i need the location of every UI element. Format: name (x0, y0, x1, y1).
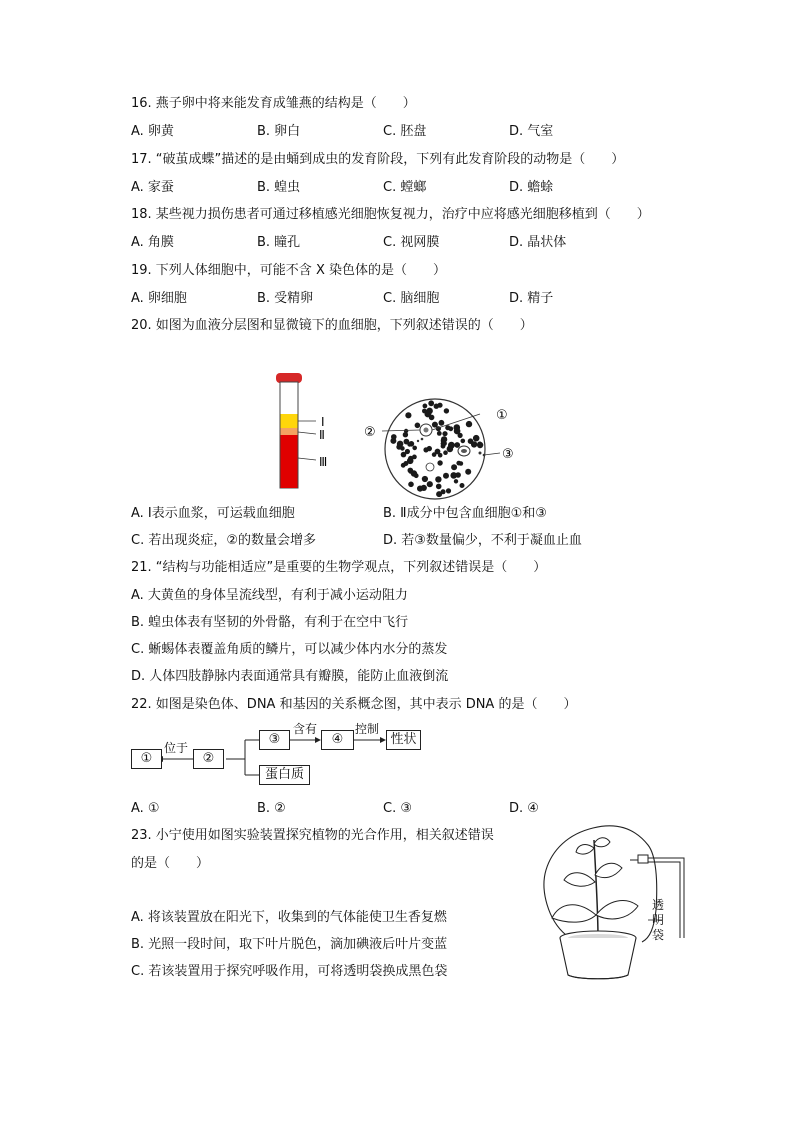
red-blood-cell (455, 472, 461, 478)
red-blood-cell (391, 434, 397, 440)
q20-option-b: B. Ⅱ成分中包含血细胞①和③ (383, 506, 547, 521)
arrow-label-located: 位于 (164, 741, 189, 755)
q19-option-a: A. 卵细胞 (131, 291, 187, 306)
q16-stem: 16. 燕子卵中将来能发育成雏燕的结构是（ ） (131, 96, 416, 111)
red-blood-cell (446, 488, 451, 493)
concept-box-1: ① (131, 749, 162, 769)
plasma-layer (281, 414, 298, 428)
red-blood-cell (436, 484, 442, 490)
red-blood-cell (456, 461, 461, 466)
blood-tube-figure (266, 370, 356, 495)
q23-stem-continued: 的是（ ） (131, 856, 210, 871)
red-blood-cell (443, 450, 448, 455)
q16-option-b: B. 卵白 (257, 124, 301, 139)
red-blood-cell (435, 476, 441, 482)
q18-stem: 18. 某些视力损伤患者可通过移植感光细胞恢复视力，治疗中应将感光细胞移植到（ ） (131, 207, 650, 222)
q22-option-c: C. ③ (383, 801, 412, 816)
red-blood-cell (423, 447, 428, 452)
red-blood-cell (451, 464, 457, 470)
red-blood-cell (465, 469, 471, 475)
red-blood-cell (454, 479, 458, 483)
red-cell-layer (281, 435, 298, 488)
red-blood-cell (454, 442, 460, 448)
q19-stem: 19. 下列人体细胞中，可能不含 X 染色体的是（ ） (131, 263, 446, 278)
red-blood-cell (407, 458, 414, 465)
q18-option-a: A. 角膜 (131, 235, 174, 250)
concept-box-2: ② (193, 749, 224, 769)
concept-box-4: ④ (321, 730, 354, 750)
q20-stem: 20. 如图为血液分层图和显微镜下的血细胞，下列叙述错误的（ ） (131, 318, 533, 333)
concept-box-protein: 蛋白质 (259, 765, 310, 785)
red-blood-cell (442, 431, 447, 436)
arrow-label-controls: 控制 (355, 722, 380, 736)
label-layer-3: Ⅲ (319, 455, 328, 469)
q23-stem: 23. 小宁使用如图实验装置探究植物的光合作用，相关叙述错误 (131, 828, 494, 843)
q18-option-d: D. 晶状体 (509, 235, 567, 250)
q23-option-c: C. 若该装置用于探究呼吸作用，可将透明袋换成黑色袋 (131, 964, 448, 979)
q22-option-b: B. ② (257, 801, 286, 816)
red-blood-cell (444, 408, 449, 413)
q18-option-c: C. 视网膜 (383, 235, 440, 250)
q21-stem: 21. “结构与功能相适应”是重要的生物学观点，下列叙述错误是（ ） (131, 560, 547, 575)
red-blood-cell (435, 449, 441, 455)
q19-option-b: B. 受精卵 (257, 291, 314, 306)
q19-option-d: D. 精子 (509, 291, 554, 306)
red-blood-cell (471, 441, 477, 447)
concept-box-trait: 性状 (386, 730, 421, 750)
red-blood-cell (441, 489, 446, 494)
red-blood-cell (460, 483, 465, 488)
bag-label: 透明袋 (652, 898, 665, 942)
red-blood-cell (412, 455, 417, 460)
q23-option-a: A. 将该装置放在阳光下，收集到的气体能使卫生香复燃 (131, 910, 447, 925)
red-blood-cell (443, 473, 449, 479)
red-blood-cell (426, 408, 433, 415)
q17-option-c: C. 螳螂 (383, 180, 427, 195)
label-layer-2: Ⅱ (319, 428, 325, 442)
red-blood-cell (448, 446, 453, 451)
red-blood-cell (396, 444, 401, 449)
red-blood-cell (437, 431, 442, 436)
red-blood-cell (422, 409, 427, 414)
red-blood-cell (421, 485, 427, 491)
buffy-coat-layer (281, 428, 298, 435)
red-blood-cell (429, 415, 435, 421)
red-blood-cell (405, 449, 410, 454)
red-blood-cell (422, 476, 428, 482)
q20-option-c: C. 若出现炎症，②的数量会增多 (131, 533, 316, 548)
q16-option-a: A. 卵黄 (131, 124, 174, 139)
red-blood-cell (412, 446, 417, 451)
red-blood-cell (434, 404, 439, 409)
arrow-label-contains: 含有 (293, 722, 318, 736)
red-blood-cell (445, 425, 450, 430)
red-blood-cell (408, 468, 414, 474)
red-blood-cell (454, 428, 461, 435)
red-blood-cell (439, 420, 445, 426)
red-blood-cell (405, 412, 411, 418)
label-cell-2: ② (364, 425, 376, 440)
red-blood-cell (423, 404, 428, 409)
red-blood-cell (477, 442, 483, 448)
q17-stem: 17. “破茧成蝶”描述的是由蛹到成虫的发育阶段，下列有此发育阶段的动物是（ ） (131, 152, 625, 167)
q21-option-a: A. 大黄鱼的身体呈流线型，有利于减小运动阻力 (131, 588, 408, 603)
red-blood-cell (414, 473, 419, 478)
q20-option-a: A. Ⅰ表示血浆，可运载血细胞 (131, 506, 295, 521)
q16-option-c: C. 胚盘 (383, 124, 427, 139)
flower-pot (560, 938, 636, 979)
red-blood-cell (407, 442, 412, 447)
q17-option-d: D. 蟾蜍 (509, 180, 554, 195)
red-blood-cell (427, 481, 433, 487)
red-blood-cell (408, 482, 414, 488)
red-blood-cell (441, 436, 447, 442)
red-blood-cell (437, 460, 442, 465)
red-blood-cell (473, 435, 480, 442)
label-layer-1: Ⅰ (321, 415, 325, 429)
q18-option-b: B. 瞳孔 (257, 235, 301, 250)
q20-option-d: D. 若③数量偏少，不利于凝血止血 (383, 533, 582, 548)
concept-box-3: ③ (259, 730, 290, 750)
red-blood-cell (415, 423, 421, 429)
q22-option-a: A. ① (131, 801, 160, 816)
q17-option-a: A. 家蚕 (131, 180, 174, 195)
q16-option-d: D. 气室 (509, 124, 554, 139)
label-cell-1: ① (496, 408, 508, 423)
q19-option-c: C. 脑细胞 (383, 291, 440, 306)
q21-option-b: B. 蝗虫体表有坚韧的外骨骼，有利于在空中飞行 (131, 615, 409, 630)
q22-option-d: D. ④ (509, 801, 539, 816)
q21-option-d: D. 人体四肢静脉内表面通常具有瓣膜，能防止血液倒流 (131, 669, 449, 684)
red-blood-cell (466, 421, 472, 427)
label-cell-3: ③ (502, 447, 514, 462)
red-blood-cell (461, 439, 466, 444)
q22-stem: 22. 如图是染色体、DNA 和基因的关系概念图，其中表示 DNA 的是（ ） (131, 697, 577, 712)
red-blood-cell (403, 432, 408, 437)
microscope-field-figure (360, 395, 530, 505)
q23-option-b: B. 光照一段时间，取下叶片脱色，滴加碘液后叶片变蓝 (131, 937, 448, 952)
q17-option-b: B. 蝗虫 (257, 180, 301, 195)
red-blood-cell (428, 400, 434, 406)
q21-option-c: C. 蜥蜴体表覆盖角质的鳞片，可以减少体内水分的蒸发 (131, 642, 448, 657)
plant-bag-figure (538, 820, 698, 985)
